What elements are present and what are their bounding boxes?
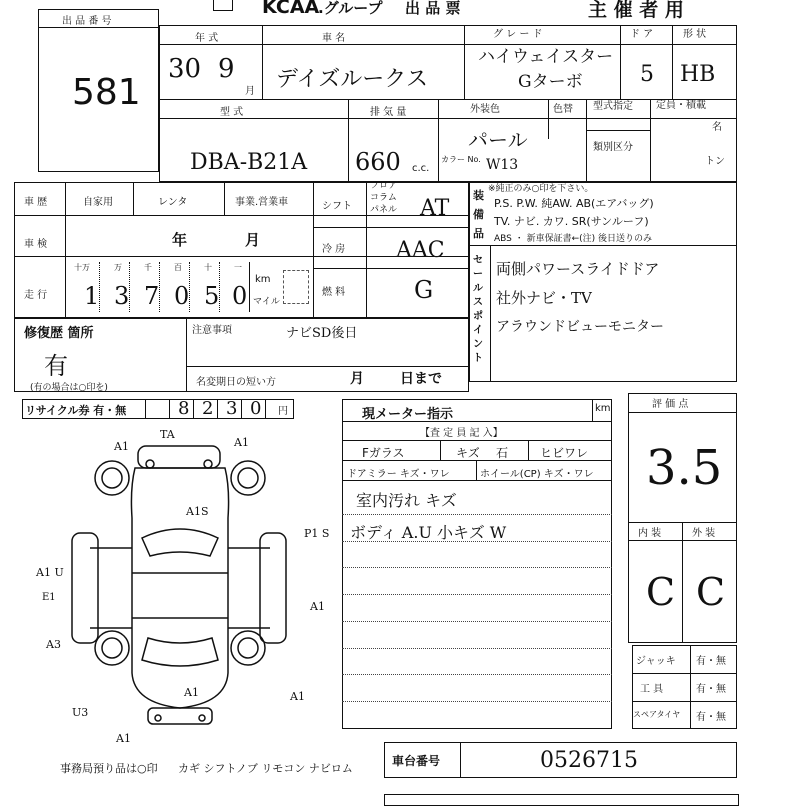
exterior-label: 外 装 bbox=[692, 528, 716, 539]
mirror-label: ドアミラー キズ・ワレ bbox=[347, 469, 450, 480]
recycle-label: リサイクル券 有・無 bbox=[25, 404, 127, 417]
lot-number: 581 bbox=[72, 72, 141, 113]
recycle-digit: 8 bbox=[178, 398, 190, 419]
history-rental: レンタ bbox=[158, 197, 188, 208]
spare-yn: 有・無 bbox=[696, 712, 726, 723]
spare-label: スペアタイヤ bbox=[633, 710, 681, 719]
color-code: W13 bbox=[486, 157, 519, 173]
history-private: 自家用 bbox=[83, 197, 113, 208]
shift-value: AT bbox=[420, 196, 450, 221]
slip-type: 出 品 票 bbox=[405, 0, 461, 17]
recycle-unit: 円 bbox=[278, 406, 288, 417]
jack-label: ジャッキ bbox=[636, 656, 676, 667]
mile-unit: マイル bbox=[253, 297, 280, 307]
diagram-mark: A1 bbox=[234, 436, 249, 449]
recycle-digit: 0 bbox=[250, 398, 262, 419]
diagram-mark: A1 bbox=[184, 686, 199, 699]
color-label: 外装色 bbox=[470, 104, 500, 115]
interior-label: 内 装 bbox=[638, 528, 662, 539]
tool-yn: 有・無 bbox=[696, 684, 726, 695]
shift-floor: フロア bbox=[370, 181, 398, 191]
diagram-mark: U3 bbox=[72, 706, 89, 719]
shaken-month: 月 bbox=[245, 231, 261, 249]
logo: KCAA bbox=[262, 0, 320, 18]
lot-label: 出 品 番 号 bbox=[62, 16, 112, 27]
model-value: DBA-B21A bbox=[190, 150, 308, 175]
car-name: デイズルークス bbox=[276, 67, 429, 92]
disp-label: 排 気 量 bbox=[370, 107, 407, 118]
owner-label: 主 催 者 用 bbox=[588, 0, 684, 21]
capacity-unit-persons: 名 bbox=[712, 122, 722, 133]
mileage-digit: 0 bbox=[174, 282, 190, 310]
shift-label: シフト bbox=[322, 201, 352, 212]
repair-value: 有 bbox=[44, 352, 68, 380]
diagram-mark: A1 bbox=[114, 440, 129, 453]
class-label: 類別区分 bbox=[593, 142, 633, 153]
mileage-digit: 0 bbox=[232, 282, 248, 310]
footer-items: カギ シフトノブ リモコン ナビロム bbox=[178, 762, 353, 775]
diagram-mark: A1 bbox=[290, 690, 305, 703]
month-value: 9 bbox=[218, 54, 235, 84]
sales-point-label: セールスポイント bbox=[473, 255, 483, 364]
doors-value: 5 bbox=[640, 62, 654, 87]
grade-label: グ レ ー ド bbox=[493, 29, 543, 40]
shaken-year: 年 bbox=[172, 231, 188, 249]
sales-point-1: 両側パワースライドドア bbox=[496, 260, 660, 278]
model-label: 型 式 bbox=[220, 107, 244, 118]
diagram-mark: A1 U bbox=[36, 566, 64, 579]
mileage-digits: 十万 万 千 百 十 一 1 3 7 0 5 0 bbox=[74, 263, 248, 310]
footer-left: 事務局預り品は○印 bbox=[60, 762, 158, 775]
caution-label: 注意事項 bbox=[192, 325, 232, 336]
diagram-mark: E1 bbox=[42, 592, 56, 603]
year-value: 30 bbox=[168, 54, 202, 84]
vin-label: 車台番号 bbox=[392, 754, 441, 768]
meter-label: 現メーター指示 bbox=[362, 407, 454, 422]
vin-value: 0526715 bbox=[540, 748, 638, 773]
equipment-note: ※純正のみ○印を下さい。 bbox=[488, 184, 594, 194]
fuel-label: 燃 料 bbox=[322, 287, 346, 298]
diagram-mark: A3 bbox=[46, 638, 61, 651]
score-label: 評 価 点 bbox=[652, 399, 689, 410]
mod-month: 月 bbox=[350, 371, 364, 387]
sales-point-2: 社外ナビ・TV bbox=[496, 289, 592, 307]
color-code-label: カラー No. bbox=[441, 155, 481, 164]
caution-value: ナビSD後日 bbox=[286, 326, 358, 341]
mod-deadline-label: 名変期日の短い方 bbox=[196, 377, 276, 388]
sales-point-3: アラウンドビューモニター bbox=[496, 319, 664, 335]
group-label: .グループ bbox=[318, 0, 383, 17]
meter-unit: km bbox=[595, 403, 611, 414]
diagram-mark: P1 S bbox=[304, 527, 330, 540]
km-unit: km bbox=[255, 274, 271, 285]
disp-value: 660 bbox=[355, 148, 401, 176]
equipment-box bbox=[469, 182, 737, 382]
tool-label: 工 具 bbox=[640, 684, 664, 695]
wheel-label: ホイール(CP) キズ・ワレ bbox=[480, 469, 594, 480]
history-commercial: 事業.営業車 bbox=[235, 197, 289, 208]
equipment-line1: P.S. P.W. 純AW. AB(エアバッグ) bbox=[494, 197, 654, 210]
equipment-side-label: 装備品 bbox=[473, 189, 484, 240]
mod-day: 日まで bbox=[400, 371, 442, 387]
bottom-box-edge bbox=[384, 794, 739, 806]
glass-chip: 石 bbox=[496, 446, 509, 460]
color-value: パール bbox=[468, 128, 528, 152]
equipment-line2: TV. ナビ. カワ. SR(サンルーフ) bbox=[494, 215, 649, 228]
glass-label: Fガラス bbox=[362, 446, 405, 460]
ac-value: AAC bbox=[396, 238, 445, 263]
inspector-fill-label: 【査 定 員 記 入】 bbox=[420, 428, 503, 439]
spec-label: 型式指定 bbox=[593, 101, 633, 112]
equipment-line3: ABS ・ 新車保証書←(注) 後日送りのみ bbox=[494, 234, 653, 244]
mileage-digit: 3 bbox=[114, 282, 130, 310]
jack-yn: 有・無 bbox=[696, 656, 726, 667]
glass-crack: ヒビワレ bbox=[540, 446, 589, 460]
grade-value-2: Gターボ bbox=[518, 72, 583, 92]
diagram-mark: A1 bbox=[310, 600, 325, 613]
grade-value-1: ハイウェイスター bbox=[478, 47, 614, 67]
disp-unit: c.c. bbox=[412, 163, 430, 174]
diagram-mark: TA bbox=[160, 428, 175, 441]
mileage-digit: 7 bbox=[144, 282, 160, 310]
year-label: 年 式 bbox=[195, 33, 219, 44]
mileage-digit: 5 bbox=[204, 282, 220, 310]
capacity-unit-tons: トン bbox=[705, 156, 725, 167]
top-checkbox bbox=[213, 0, 233, 11]
shape-label: 形 状 bbox=[683, 29, 707, 40]
shaken-label: 車 検 bbox=[24, 239, 48, 250]
fuel-value: G bbox=[414, 276, 434, 304]
history-label: 車 歴 bbox=[24, 197, 48, 208]
diagram-mark: A1 bbox=[116, 732, 131, 745]
diagram-mark: A1S bbox=[186, 505, 209, 518]
recycle-digit: 2 bbox=[202, 398, 214, 419]
glass-scratch: キズ bbox=[456, 446, 480, 460]
repair-note: (有の場合は○印を) bbox=[30, 383, 108, 393]
doors-label: ド ア bbox=[630, 29, 654, 40]
month-unit: 月 bbox=[245, 86, 255, 97]
ac-label: 冷 房 bbox=[322, 244, 346, 255]
capacity-label: 定員・積載 bbox=[656, 100, 706, 111]
shift-panel: パネル bbox=[370, 205, 398, 215]
inspection-note-2: ボディ A.U 小キズ W bbox=[350, 523, 507, 542]
shift-column: コラム bbox=[370, 193, 397, 203]
shape-value: HB bbox=[680, 62, 716, 87]
repair-label: 修復歴 箇所 bbox=[24, 326, 94, 341]
interior-score: C bbox=[646, 570, 676, 614]
exterior-score: C bbox=[696, 570, 726, 614]
mileage-digit: 1 bbox=[84, 282, 100, 310]
recycle-digit: 3 bbox=[226, 398, 238, 419]
mileage-label: 走 行 bbox=[24, 290, 48, 301]
overall-score: 3.5 bbox=[646, 440, 723, 496]
inspection-note-1: 室内汚れ キズ bbox=[356, 491, 457, 510]
repaint-label: 色替 bbox=[553, 104, 573, 115]
name-label: 車 名 bbox=[322, 33, 346, 44]
mile-checkbox bbox=[283, 270, 309, 304]
